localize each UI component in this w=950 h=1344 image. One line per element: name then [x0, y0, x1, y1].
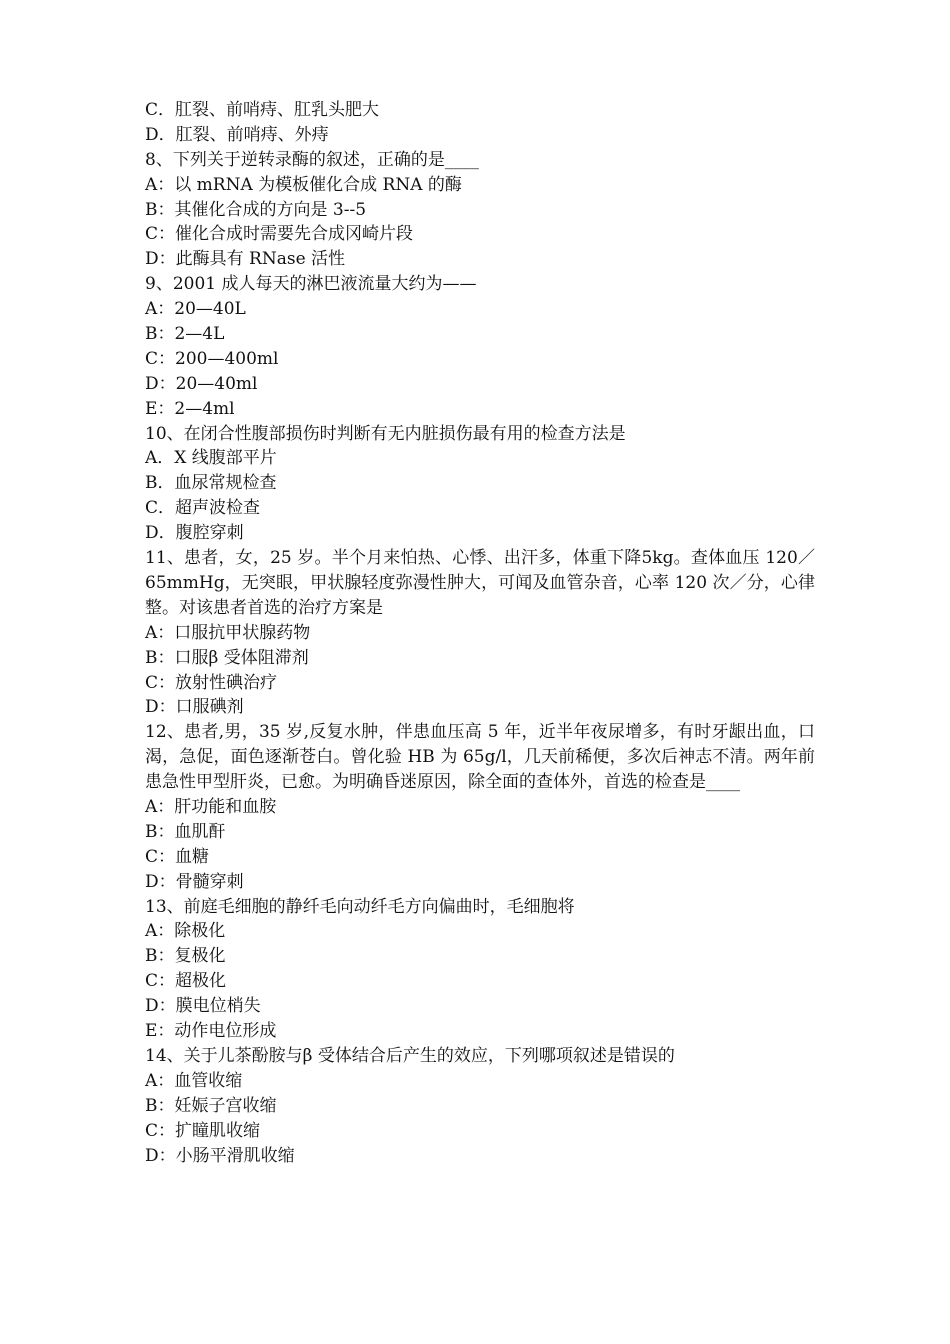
- text-line: B：2—4L: [145, 324, 225, 345]
- text-line: 10、在闭合性腹部损伤时判断有无内脏损伤最有用的检查方法是: [145, 423, 626, 444]
- text-line: D．肛裂、前哨痔、外痔: [145, 124, 329, 145]
- text-line: B：血肌酐: [145, 821, 226, 842]
- text-line: C：催化合成时需要先合成冈崎片段: [145, 224, 414, 245]
- text-line: 14、关于儿茶酚胺与β 受体结合后产生的效应，下列哪项叙述是错误的: [145, 1045, 675, 1066]
- text-line: A．X 线腹部平片: [145, 448, 277, 469]
- text-line: D：膜电位梢失: [145, 996, 261, 1017]
- text-line: C：扩瞳肌收缩: [145, 1120, 261, 1141]
- text-line: A：20—40L: [145, 299, 246, 320]
- text-line: D．腹腔穿刺: [145, 523, 244, 544]
- text-line: A：口服抗甲状腺药物: [145, 622, 311, 643]
- text-line: E：动作电位形成: [145, 1021, 277, 1042]
- text-line: D：口服碘剂: [145, 697, 244, 718]
- question-paragraph: 12、患者,男，35 岁,反复水肿，伴患血压高 5 年，近半年夜尿增多，有时牙龈出血，口渴，急促，面色逐渐苍白。曾化验 HB 为 65g/l，几天前稀便，多次后神志不清。两年前患急性甲型肝炎，已愈。为明确昏迷原因，除全面的查体外，首选的检查是____: [145, 722, 815, 793]
- text-line: A：除极化: [145, 921, 226, 942]
- text-line: B：妊娠子宫收缩: [145, 1095, 277, 1116]
- text-line: C：200—400ml: [145, 348, 279, 369]
- text-line: D：20—40ml: [145, 373, 258, 394]
- question-paragraph: 11、患者，女，25 岁。半个月来怕热、心悸、出汗多，体重下降5kg。查体血压 120／65mmHg，无突眼，甲状腺轻度弥漫性肿大，可闻及血管杂音，心率 120 次／分，心律整。对该患者首选的治疗方案是: [145, 548, 815, 618]
- text-line: B：复极化: [145, 946, 226, 967]
- text-line: B：口服β 受体阻滞剂: [145, 647, 309, 668]
- text-line: D：此酶具有 RNase 活性: [145, 249, 346, 270]
- text-line: 13、前庭毛细胞的静纤毛向动纤毛方向偏曲时，毛细胞将: [145, 896, 575, 917]
- text-line: 8、下列关于逆转录酶的叙述，正确的是____: [145, 149, 479, 170]
- text-line: C：放射性碘治疗: [145, 672, 278, 693]
- text-line: C．肛裂、前哨痔、肛乳头肥大: [145, 100, 380, 120]
- text-line: D：骨髓穿刺: [145, 871, 244, 892]
- text-line: A：以 mRNA 为模板催化合成 RNA 的酶: [145, 174, 462, 195]
- text-line: E：2—4ml: [145, 398, 235, 419]
- text-line: A：肝功能和血胺: [145, 797, 277, 818]
- text-line: A：血管收缩: [145, 1070, 243, 1091]
- text-line: C：超极化: [145, 971, 227, 992]
- text-line: 9、2001 成人每天的淋巴液流量大约为——: [145, 274, 477, 295]
- text-line: C：血糖: [145, 846, 210, 867]
- text-line: B．血尿常规检查: [145, 473, 277, 494]
- text-line: C．超声波检查: [145, 498, 261, 519]
- text-line: B：其催化合成的方向是 3--5: [145, 199, 367, 220]
- text-line: D：小肠平滑肌收缩: [145, 1145, 295, 1166]
- exam-question-text: [145, 98, 815, 1168]
